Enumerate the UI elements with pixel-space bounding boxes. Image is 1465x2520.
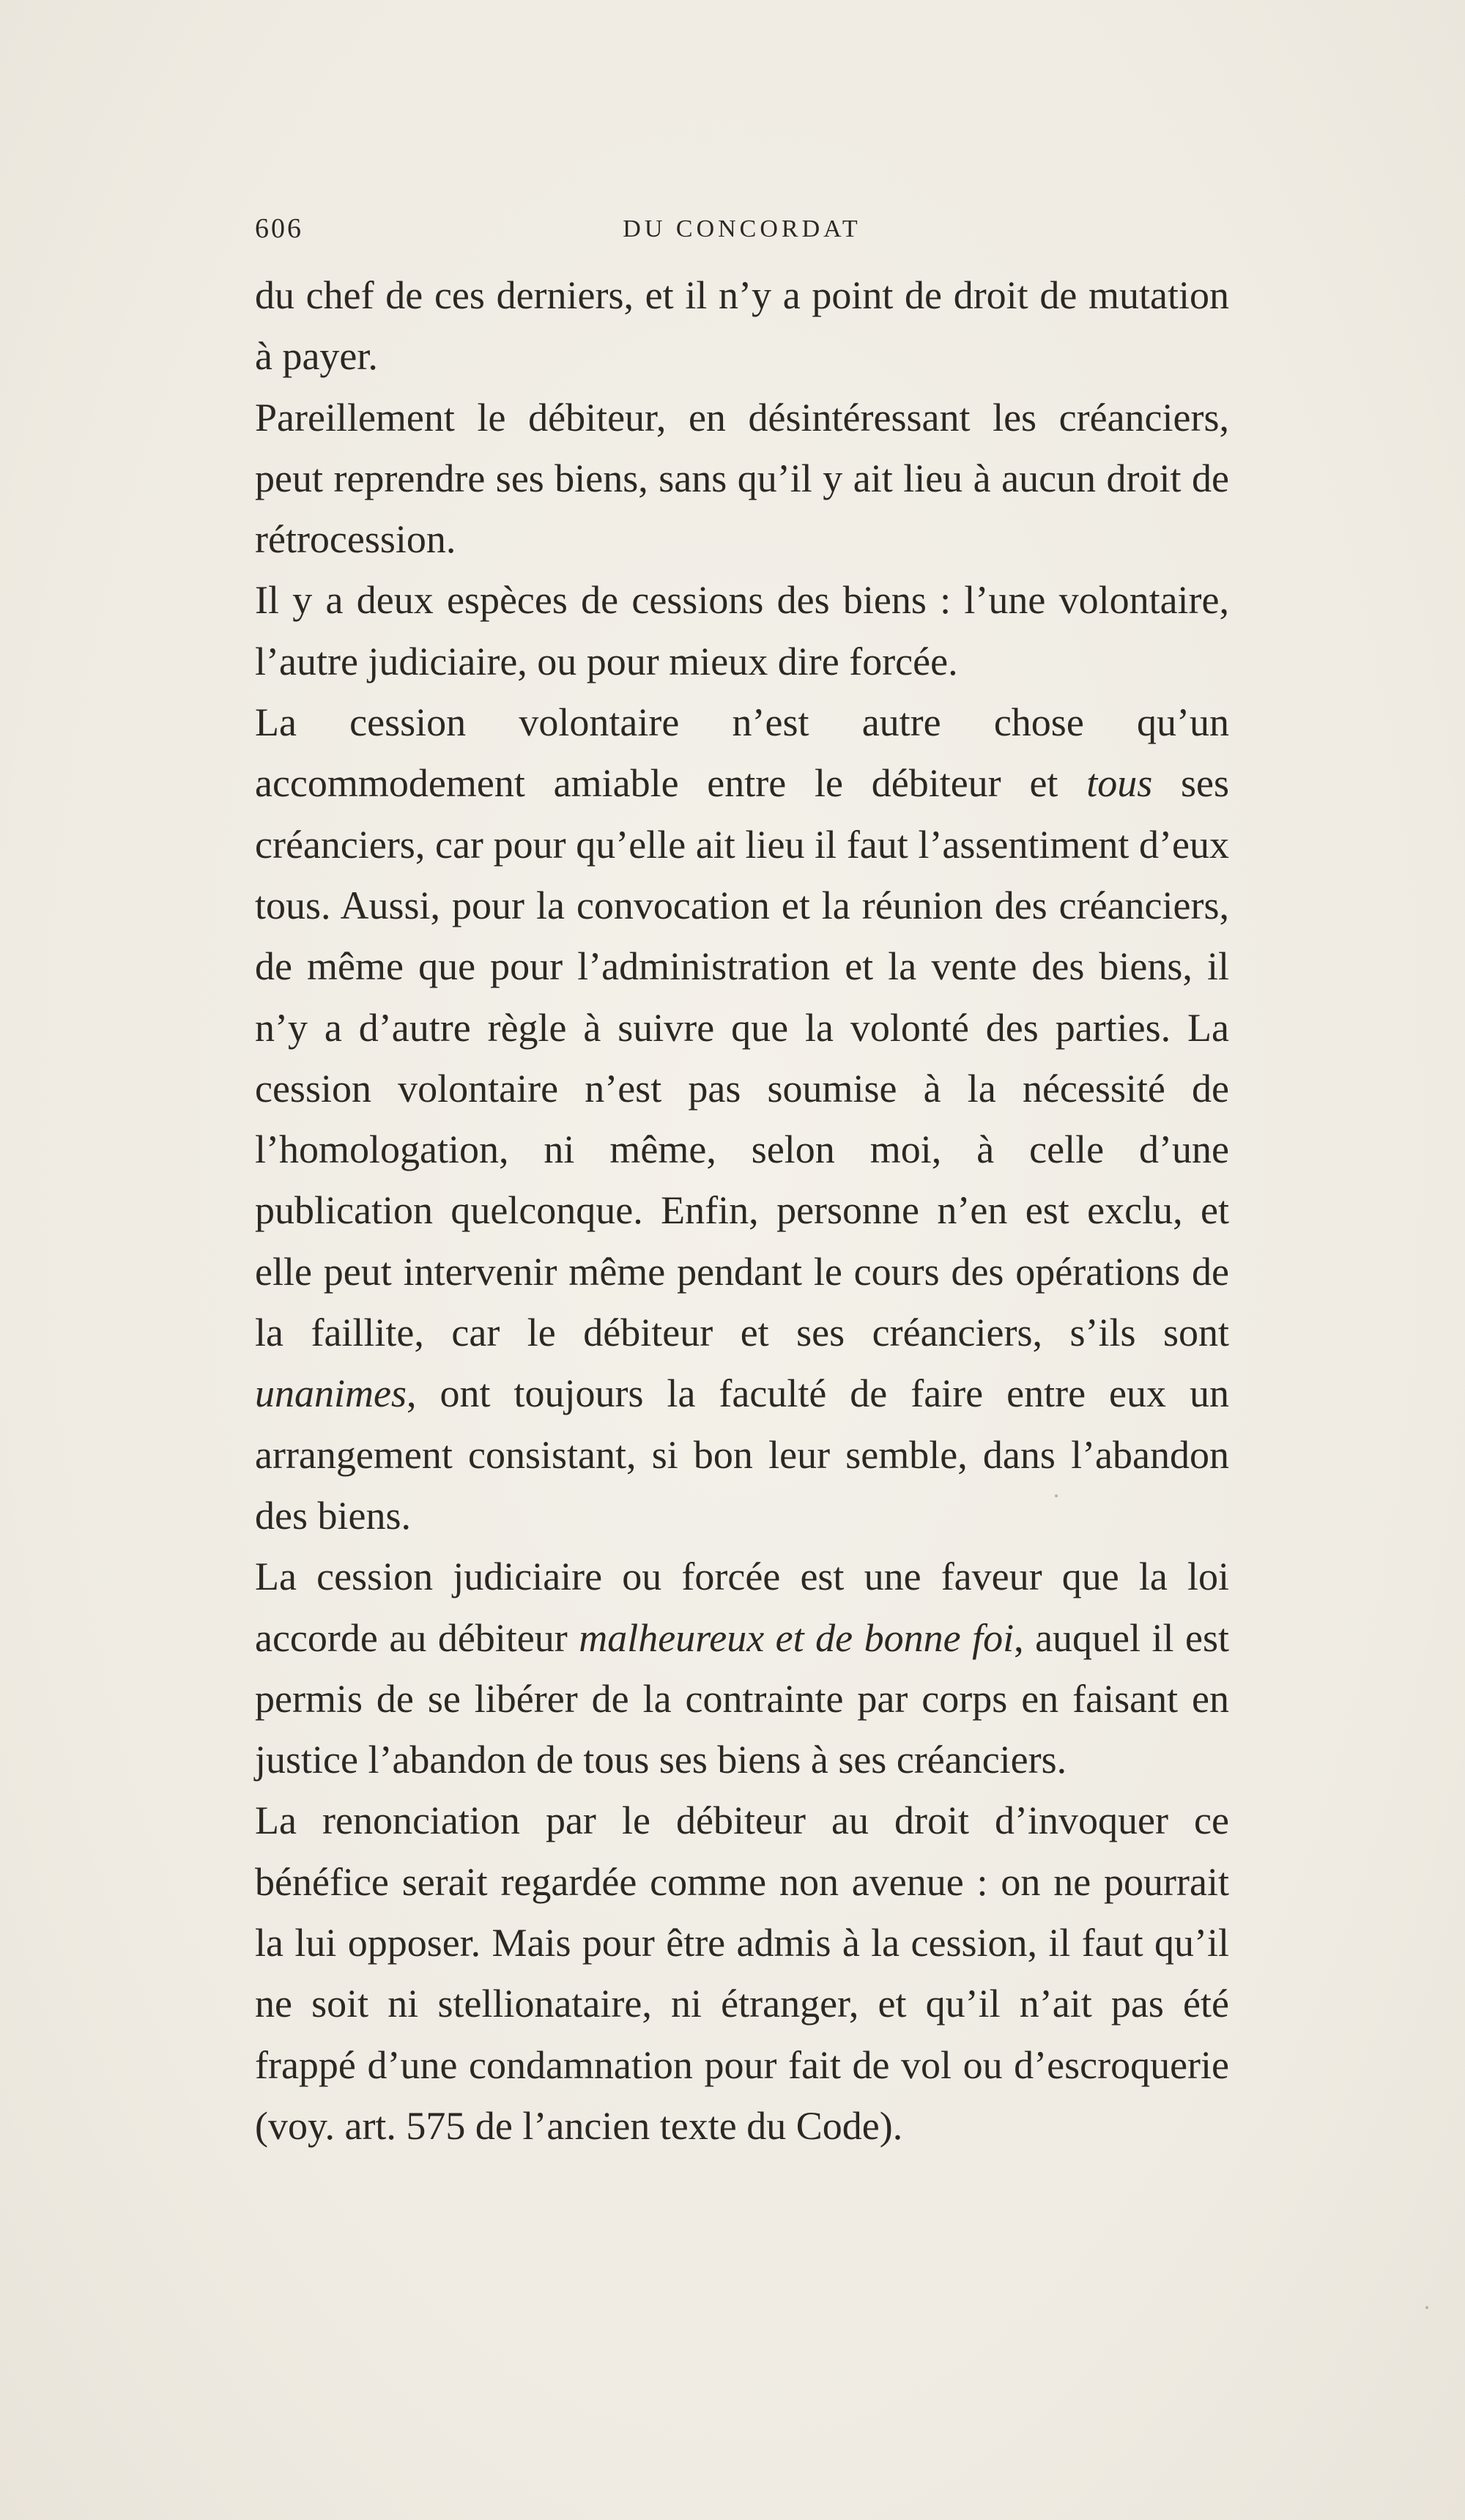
paragraph [255,570,1229,692]
paper-speck [1425,2306,1428,2309]
text-run: Pareillement le débiteur, en désintéressant les créanciers, peut reprendre ses biens, sans qu’il y ait lieu à aucun droit de rétrocession. [255,395,1229,562]
paragraph [255,265,1229,388]
paragraph [255,692,1229,1546]
italic-run: tous [1086,761,1153,806]
text-run: La cession judiciaire ou forcée est une faveur que la loi accorde au débiteur [255,1554,1229,1660]
paragraph [255,388,1229,571]
italic-run: unanimes [255,1371,407,1416]
text-run: La renonciation par le débiteur au droit d’invoquer ce bénéfice serait regardée comme non avenue : on ne pourrait la lui opposer. Mais pour être admis à la cession, il faut qu’il ne soit ni stellionataire, ni étranger, et qu’il n’ait pas été frappé d’une condamnation pour fait de vol ou d’escroquerie (voy. art. 575 de l’ancien texte du Code). [255,1798,1229,2148]
paragraph [255,1790,1229,2157]
paragraph [255,1546,1229,1790]
italic-run: malheureux et de bonne foi [579,1615,1015,1660]
running-head: DU CONCORDAT [623,215,861,242]
text-run: La cession volontaire n’est autre chose qu’un accommodement amiable entre le débiteur et [255,700,1229,806]
body-text [255,265,1229,2157]
text-run: du chef de ces derniers, et il n’y a point de droit de mutation à payer. [255,273,1229,379]
page-number: 606 [255,213,303,244]
page-header [255,212,1229,256]
text-run: ses créanciers, car pour qu’elle ait lieu il faut l’assentiment d’eux tous. Aussi, pour la convocation et la réunion des créanciers, de même que pour l’administration et la vente des biens, il n’y a d’autre règle à suivre que la volonté des parties. La cession volontaire n’est pas soumise à la nécessité de l’homologation, ni même, selon moi, à celle d’une publication quelconque. Enfin, personne n’en est exclu, et elle peut intervenir même pendant le cours des opérations de la faillite, car le débiteur et ses créanciers, s’ils sont [255,761,1229,1355]
text-run: Il y a deux espèces de cessions des biens : l’une volontaire, l’autre judiciaire, ou pour mieux dire forcée. [255,578,1229,683]
paper-speck [1055,1494,1058,1497]
text-run: , auquel il est permis de se libérer de la contrainte par corps en faisant en justice l’abandon de tous ses biens à ses créanciers. [255,1615,1230,1782]
text-run: , ont toujours la faculté de faire entre eux un arrangement consistant, si bon leur semble, dans l’abandon des biens. [255,1371,1229,1538]
